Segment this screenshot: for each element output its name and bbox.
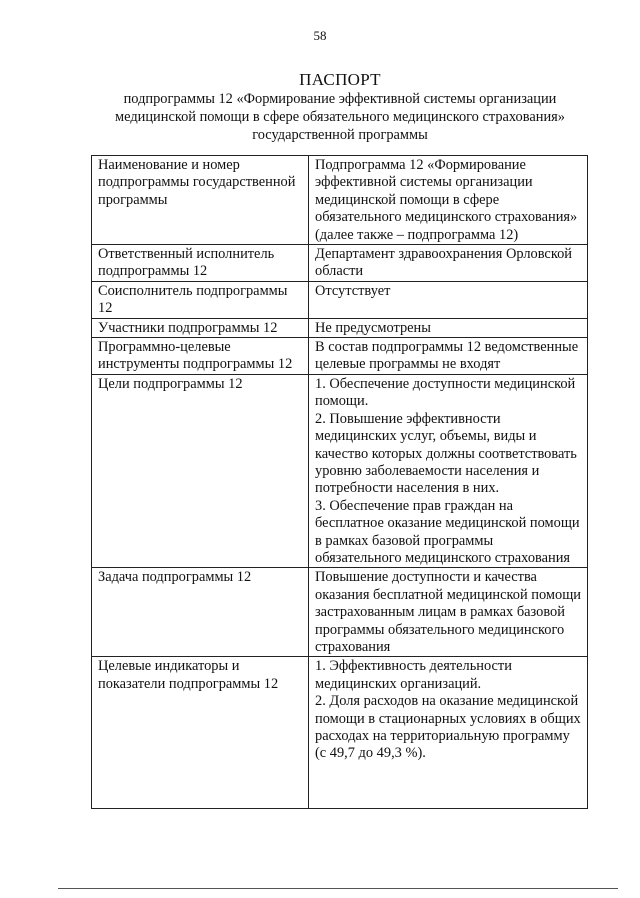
table-row	[92, 338, 588, 375]
table-row	[92, 657, 588, 809]
table-row	[92, 374, 588, 567]
row-label-text: Участники подпрограммы 12	[98, 319, 278, 336]
row-label	[92, 318, 309, 337]
row-value	[309, 657, 588, 809]
row-label-text: Соисполнитель подпрограммы 12	[98, 282, 288, 317]
row-label-text: Целевые индикаторы и показатели подпрограммы 12	[98, 658, 279, 692]
table-row	[92, 156, 588, 245]
indicator-item: (с 49,7 до 49,3 %).	[315, 745, 426, 762]
page-number: 58	[313, 28, 327, 43]
row-value	[309, 245, 588, 282]
row-value-text: Департамент здравоохранения Орловской области	[315, 246, 572, 280]
document-subtitle-line-3: государственной программы	[252, 127, 428, 143]
row-value	[309, 374, 588, 567]
row-label-text: Программно-целевые инструменты подпрограммы 12	[98, 339, 293, 373]
table-row	[92, 318, 588, 337]
indicator-item: 1. Эффективность деятельности медицинских организаций.	[315, 658, 512, 692]
row-value	[309, 281, 588, 318]
indicator-item: 2. Доля расходов на оказание медицинской помощи в стационарных условиях в общих расходах на территориальную программу	[315, 693, 581, 744]
row-value-text: В состав подпрограммы 12 ведомственные целевые программы не входят	[315, 339, 579, 373]
table-row	[92, 568, 588, 657]
passport-table	[91, 155, 588, 809]
row-value	[309, 318, 588, 337]
table-row	[92, 281, 588, 318]
row-value-text: Отсутствует	[315, 282, 391, 299]
row-label-text: Ответственный исполнитель подпрограммы 12	[98, 246, 275, 280]
row-value	[309, 156, 588, 245]
row-value-text: Подпрограмма 12 «Формирование эффективной системы организации медицинской помощи в сфере обязательного медицинского страхования» (далее также – подпрограмма 12)	[315, 157, 578, 243]
document-title: ПАСПОРТ	[299, 70, 381, 89]
row-label	[92, 657, 309, 809]
row-label	[92, 374, 309, 567]
goal-item: 1. Обеспечение доступности медицинской помощи.	[315, 375, 576, 410]
document-subtitle-line-2: медицинской помощи в сфере обязательного медицинского страхования»	[115, 109, 565, 125]
row-label	[92, 281, 309, 318]
row-value	[309, 338, 588, 375]
row-label	[92, 338, 309, 375]
row-value-text: Повышение доступности и качества оказания бесплатной медицинской помощи застрахованным лицам в рамках базовой программы обязательного медицинского страхования	[315, 569, 581, 655]
goal-item: 2. Повышение эффективности медицинских услуг, объемы, виды и качество которых должны соответствовать уровню заболеваемости населения и потребности населения в них.	[315, 410, 577, 497]
row-value	[309, 568, 588, 657]
row-value-text: Не предусмотрены	[315, 319, 431, 336]
row-label-text: Цели подпрограммы 12	[98, 375, 243, 392]
row-label-text: Наименование и номер подпрограммы государственной программы	[98, 157, 296, 208]
row-label	[92, 245, 309, 282]
goal-item: 3. Обеспечение прав граждан на бесплатное оказание медицинской помощи в рамках базовой программы обязательного медицинского страхования	[315, 497, 580, 566]
row-label	[92, 156, 309, 245]
footer-divider	[58, 888, 618, 889]
row-label	[92, 568, 309, 657]
title-block	[70, 70, 610, 144]
document-subtitle-line-1: подпрограммы 12 «Формирование эффективной системы организации	[123, 91, 557, 107]
table-row	[92, 245, 588, 282]
row-label-text: Задача подпрограммы 12	[98, 569, 252, 586]
